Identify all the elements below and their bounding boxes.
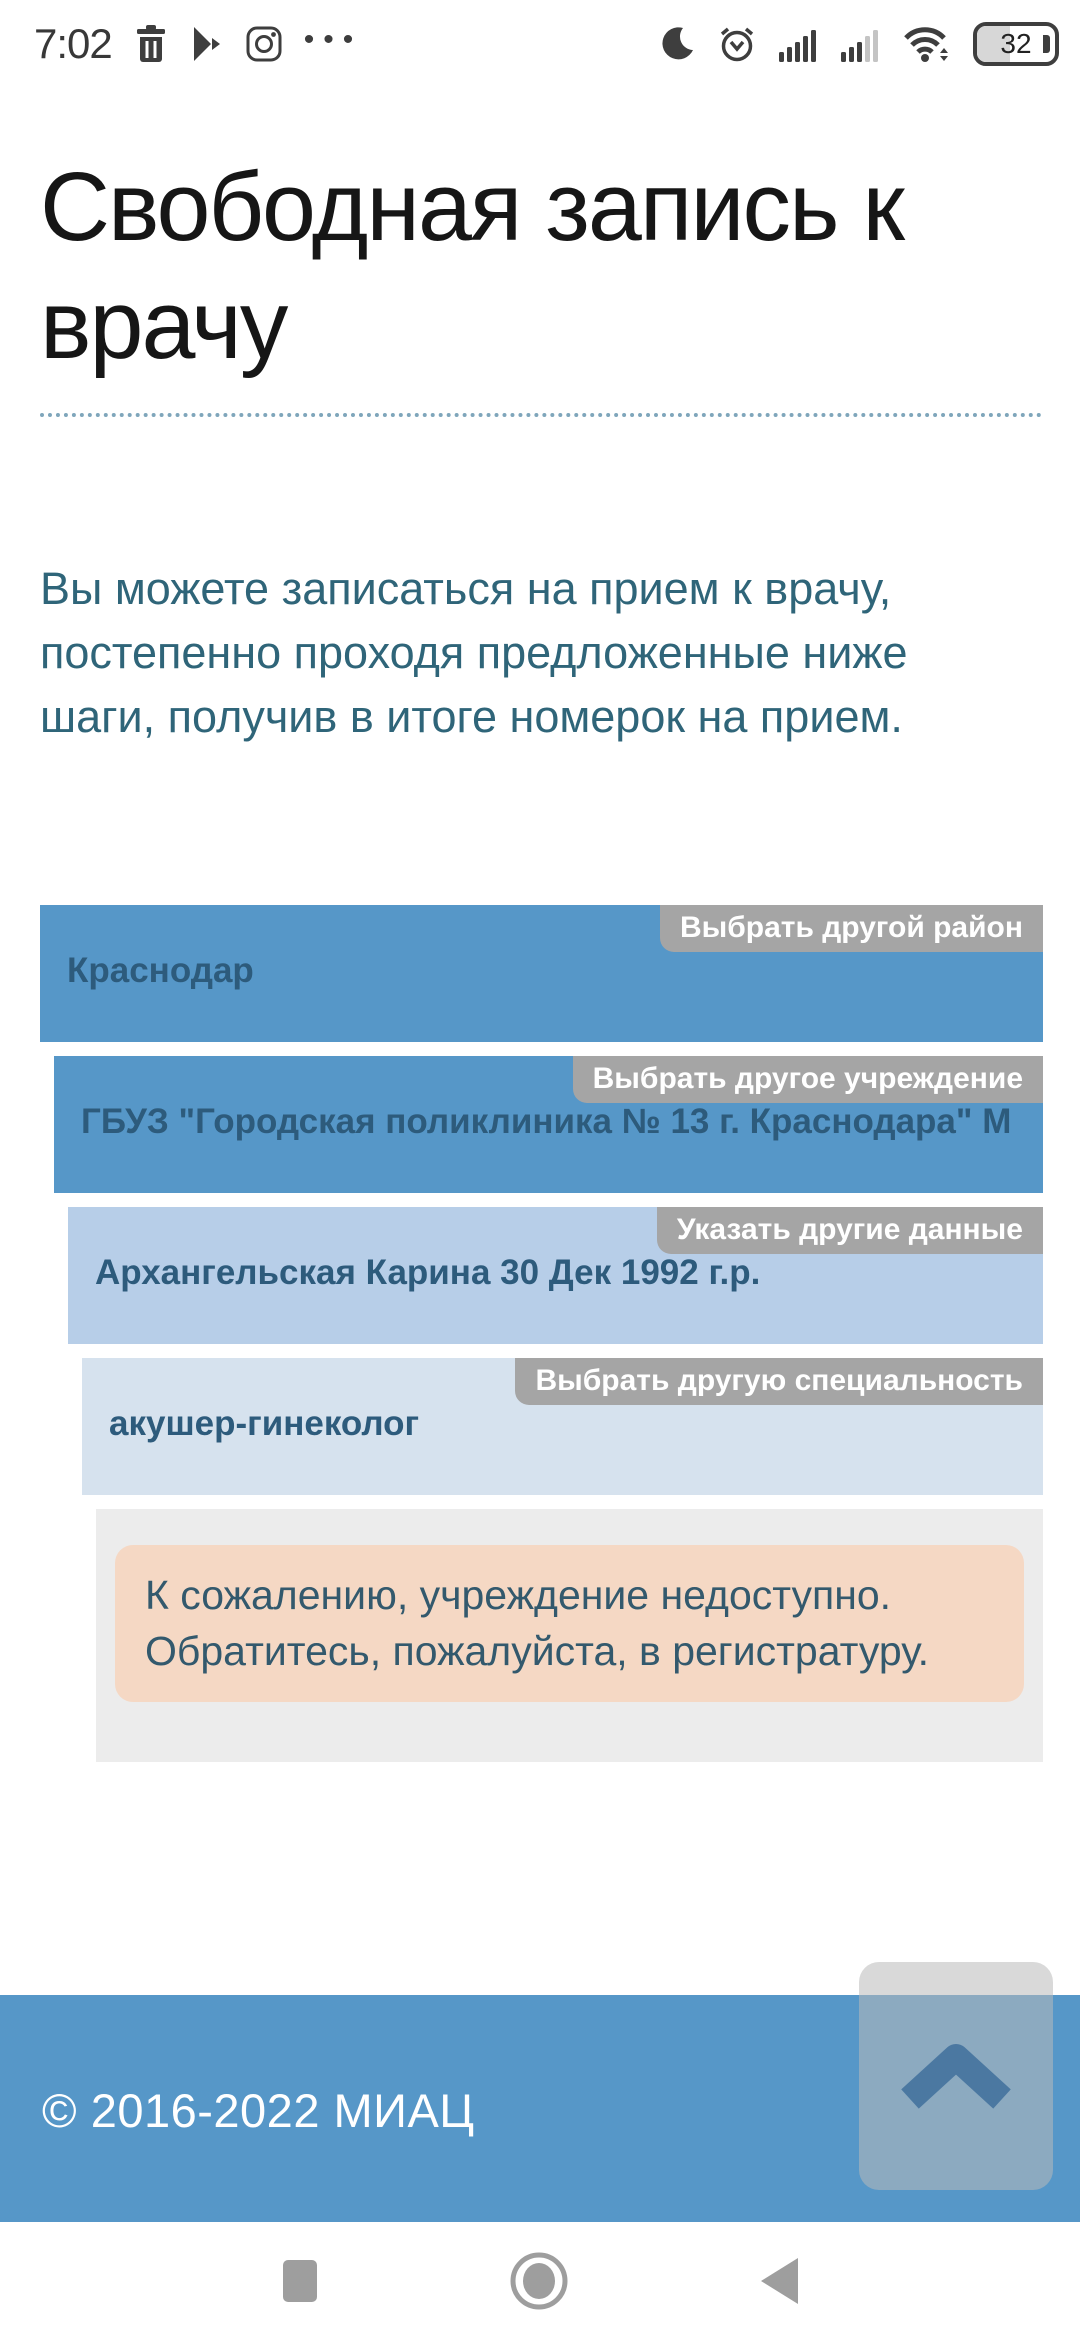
scroll-to-top-button[interactable] (859, 1962, 1053, 2190)
step-card-district (40, 905, 1043, 1042)
step-card-institution (54, 1056, 1043, 1193)
title-dotted-rule (40, 413, 1042, 417)
change-district-button[interactable]: Выбрать другой район (660, 905, 1043, 952)
play-store-icon (190, 26, 224, 62)
step-card-patient (68, 1207, 1043, 1344)
clock-time: 7:02 (34, 20, 112, 67)
booking-steps (0, 905, 1080, 1495)
intro-text: Вы можете записаться на прием к врачу, постепенно проходя предложенные ниже шаги, получив в итоге номерок на прием. (40, 562, 908, 743)
battery-percent: 32 (1000, 28, 1032, 59)
more-notifications-dots: ••• (303, 23, 363, 56)
page-title: Свободная запись к врачу (40, 152, 903, 380)
change-patient-data-button[interactable]: Указать другие данные (657, 1207, 1043, 1254)
trash-icon (134, 25, 168, 63)
results-section (96, 1509, 1043, 1762)
selected-institution: ГБУЗ "Городская поликлиника № 13 г. Краснодара" М (81, 1101, 1012, 1141)
moon-icon (659, 26, 695, 62)
alarm-icon (717, 24, 757, 64)
unavailable-alert: К сожалению, учреждение недоступно. Обратитесь, пожалуйста, в регистратуру. (115, 1545, 1024, 1702)
battery-icon (973, 22, 1059, 66)
back-icon[interactable] (761, 2258, 798, 2304)
step-card-specialty (82, 1358, 1043, 1495)
change-specialty-button[interactable]: Выбрать другую специальность (515, 1358, 1043, 1405)
recents-icon[interactable] (283, 2260, 317, 2302)
selected-district: Краснодар (67, 950, 254, 990)
instagram-icon (246, 26, 282, 62)
selected-patient: Архангельская Карина 30 Дек 1992 г.р. (95, 1252, 761, 1292)
change-institution-button[interactable]: Выбрать другое учреждение (573, 1056, 1043, 1103)
home-icon[interactable] (507, 2249, 571, 2313)
status-bar (0, 0, 1080, 88)
android-nav-bar (0, 2222, 1080, 2340)
cell-signal-2-icon (841, 26, 881, 62)
cell-signal-1-icon (779, 26, 819, 62)
wifi-icon (903, 25, 951, 63)
copyright-text: © 2016-2022 МИАЦ (42, 2083, 475, 2137)
selected-specialty: акушер-гинеколог (109, 1403, 420, 1443)
chevron-up-icon (896, 2041, 1016, 2111)
